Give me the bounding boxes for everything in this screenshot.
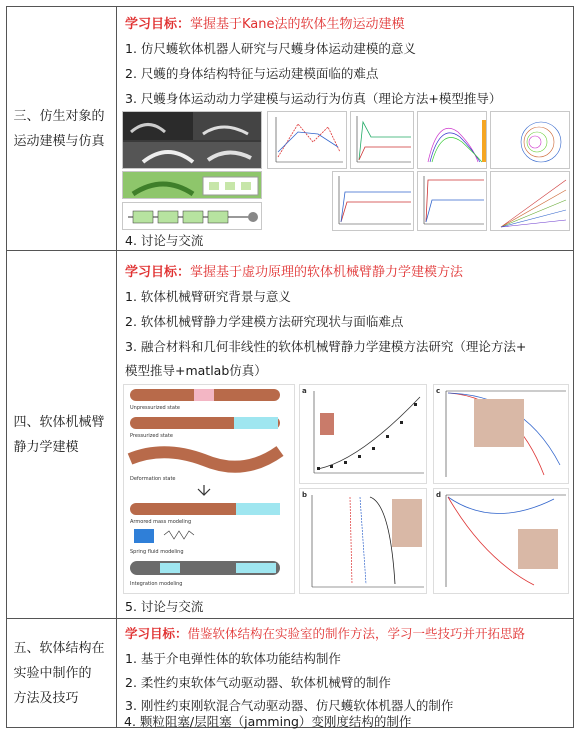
row-fabrication [7, 619, 573, 727]
list-item: 3. 尺蠖身体运动动力学建模与运动行为仿真（理论方法+模型推导） [125, 91, 502, 106]
figure-label: Spring fluid modeling [130, 549, 184, 555]
panel-label: b [302, 491, 308, 499]
learning-goal [125, 624, 525, 642]
figure-label: Integration modeling [130, 581, 183, 587]
figure-label: Deformation state [130, 476, 176, 482]
row-title-line: 实验中制作的 [13, 665, 92, 681]
goal-text: 借鉴软体结构在实验室的制作方法，学习一些技巧并开拓思路 [187, 626, 526, 641]
response-plot-1 [350, 111, 414, 169]
row-title-line: 静力学建模 [13, 439, 79, 455]
list-item: 模型推导+matlab仿真） [125, 363, 267, 378]
goal-text: 掌握基于虚功原理的软体机械臂静力学建模方法 [190, 265, 464, 280]
row-title-cell [7, 251, 117, 618]
row-title-cell [7, 7, 117, 250]
figure-label: Pressurized state [130, 433, 173, 439]
inchworm-segment-model [122, 202, 262, 230]
trajectory-plot-1 [417, 111, 487, 169]
row-content-cell [117, 619, 573, 727]
row-title-cell [7, 619, 117, 727]
response-plot-3 [417, 171, 487, 231]
list-item: 4. 讨论与交流 [125, 233, 204, 248]
list-item: 1. 仿尺蠖软体机器人研究与尺蠖身体运动建模的意义 [125, 41, 416, 56]
row-title-line: 方法及技巧 [13, 690, 79, 706]
figure-label: Armored mass modeling [130, 519, 192, 525]
list-item: 2. 柔性约束软体气动驱动器、软体机械臂的制作 [125, 675, 391, 690]
list-item: 1. 软体机械臂研究背景与意义 [125, 289, 291, 304]
response-plot-2 [332, 171, 414, 231]
list-item: 3. 刚性约束刚软混合气动驱动器、仿尺蠖软体机器人的制作 [125, 698, 454, 713]
row-motion-modeling [7, 7, 573, 251]
figure-label: Unpressurized state [130, 405, 180, 411]
row-title-line: 运动建模与仿真 [13, 133, 105, 149]
panel-label: a [302, 387, 307, 395]
inchworm-photo-green [122, 171, 262, 199]
row-title [14, 410, 110, 460]
goal-label: 学习目标： [125, 626, 188, 641]
row-static-modeling [7, 251, 573, 619]
plot-c [433, 384, 569, 484]
list-item: 1. 基于介电弹性体的软体功能结构制作 [125, 651, 341, 666]
learning-goal [125, 261, 463, 280]
list-item: 2. 软体机械臂静力学建模方法研究现状与面临难点 [125, 314, 404, 329]
course-table [6, 6, 574, 728]
list-item: 4. 颗粒阻塞/层阻塞（jamming）变刚度结构的制作 [124, 714, 412, 729]
row-content-cell [117, 7, 573, 250]
row-title-line: 五、软体结构在 [13, 640, 105, 656]
row-title [14, 636, 110, 711]
inchworm-photo-strip [122, 111, 262, 169]
learning-goal [125, 13, 405, 32]
panel-label: c [436, 387, 441, 395]
fan-plot [490, 171, 570, 231]
goal-label: 学习目标： [125, 265, 191, 280]
list-item: 2. 尺蠖的身体结构特征与运动建模面临的难点 [125, 66, 379, 81]
trajectory-plot-2 [490, 111, 570, 169]
plot-d [433, 488, 569, 594]
row-title [14, 104, 110, 154]
goal-text: 掌握基于Kane法的软体生物运动建模 [190, 17, 405, 32]
goal-label: 学习目标： [125, 17, 191, 32]
list-item: 5. 讨论与交流 [125, 599, 204, 614]
arm-modeling-diagram [123, 384, 295, 594]
row-title-line: 四、软体机械臂 [13, 414, 105, 430]
row-content-cell [117, 251, 573, 618]
panel-label: d [436, 491, 442, 499]
plot-a [299, 384, 427, 484]
plot-b [299, 488, 427, 594]
row-title-line: 三、仿生对象的 [13, 108, 105, 124]
kinematics-plot [267, 111, 347, 169]
list-item: 3. 融合材料和几何非线性的软体机械臂静力学建模方法研究（理论方法+ [125, 339, 527, 354]
